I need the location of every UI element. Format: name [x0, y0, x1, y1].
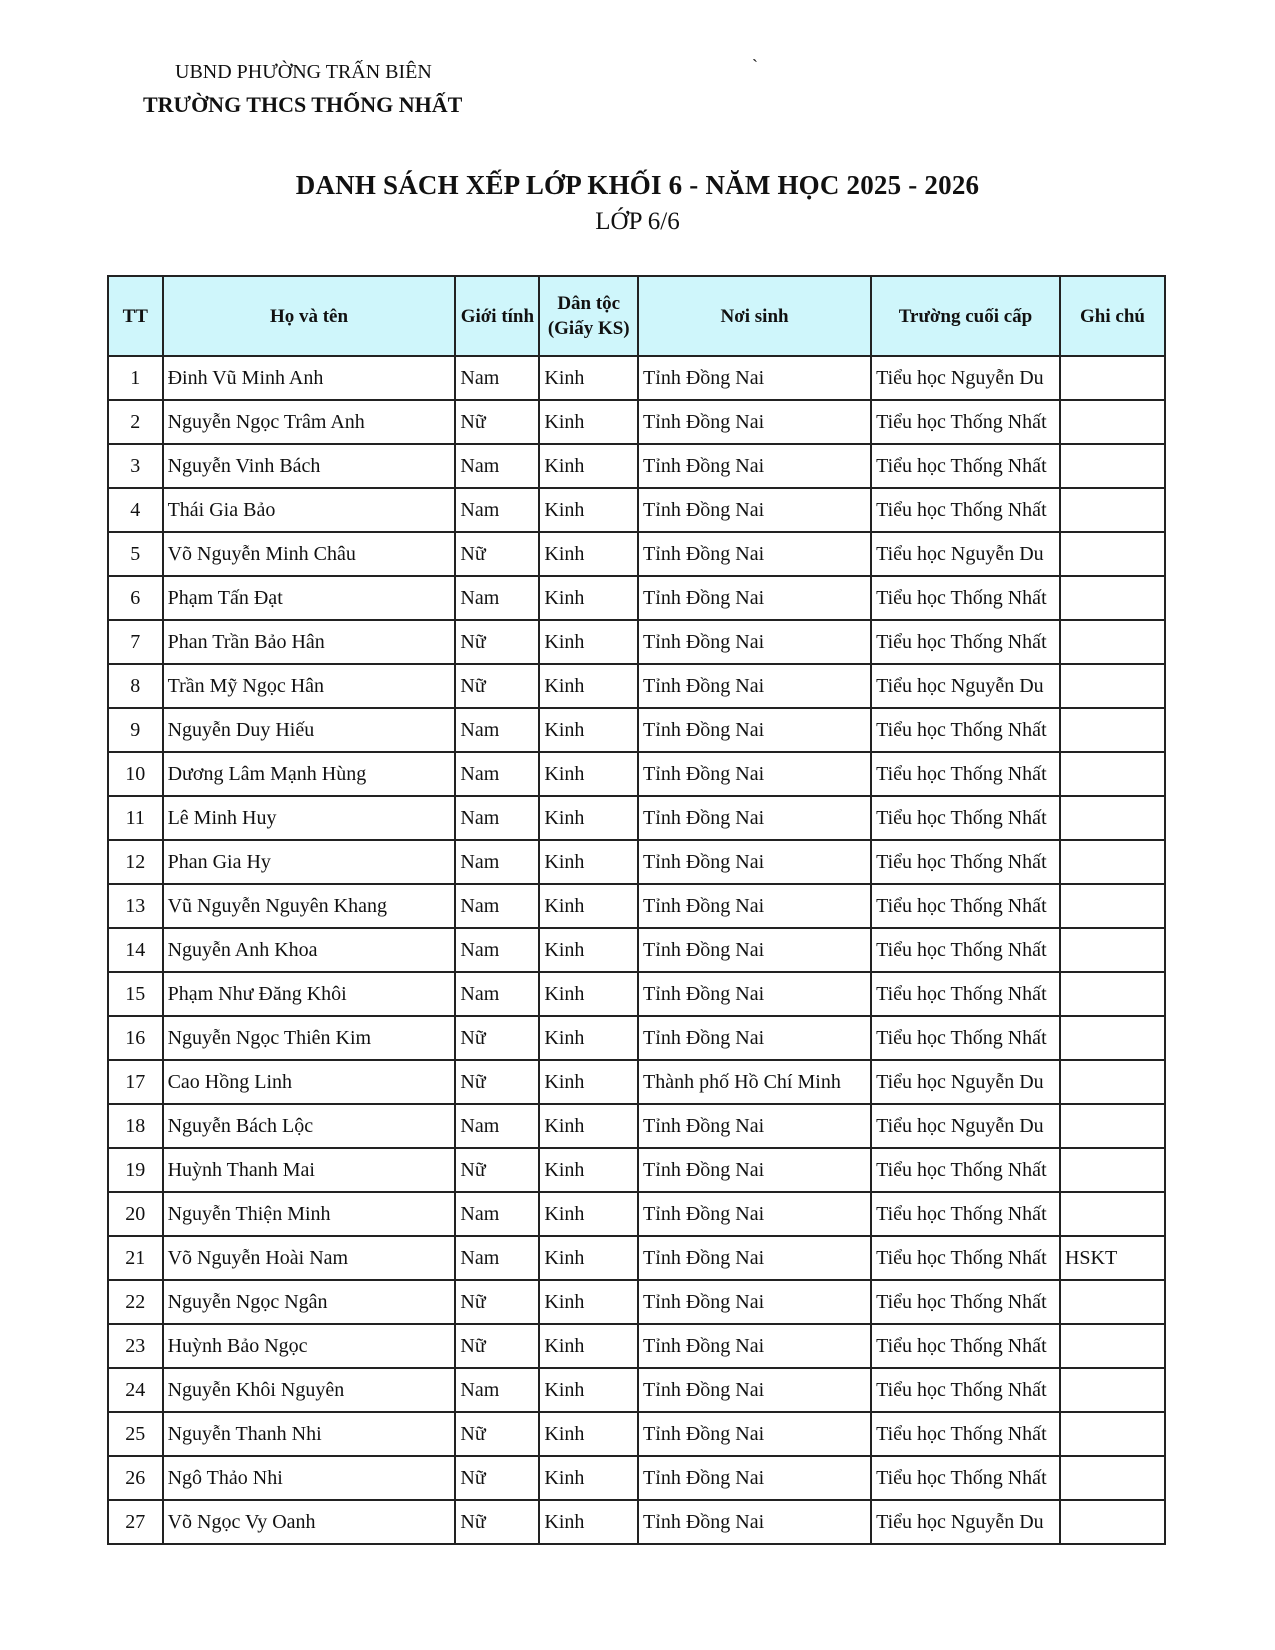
table-row [108, 664, 1165, 708]
table-row [108, 488, 1165, 532]
cell-gender: Nữ [455, 532, 539, 576]
cell-previous-school: Tiểu học Thống Nhất [871, 400, 1060, 444]
cell-birthplace: Tỉnh Đồng Nai [638, 444, 871, 488]
cell-gender: Nam [455, 576, 539, 620]
cell-tt: 26 [108, 1456, 163, 1500]
cell-birthplace: Tỉnh Đồng Nai [638, 928, 871, 972]
cell-gender: Nam [455, 444, 539, 488]
cell-birthplace: Tỉnh Đồng Nai [638, 1368, 871, 1412]
cell-previous-school: Tiểu học Thống Nhất [871, 1456, 1060, 1500]
class-roster-table [107, 275, 1166, 1545]
cell-tt: 15 [108, 972, 163, 1016]
cell-note [1060, 1192, 1165, 1236]
cell-birthplace: Tỉnh Đồng Nai [638, 620, 871, 664]
cell-tt: 7 [108, 620, 163, 664]
cell-note: HSKT [1060, 1236, 1165, 1280]
cell-name: Võ Ngọc Vy Oanh [163, 1500, 456, 1544]
cell-name: Nguyễn Anh Khoa [163, 928, 456, 972]
cell-note [1060, 840, 1165, 884]
cell-name: Nguyễn Khôi Nguyên [163, 1368, 456, 1412]
table-row [108, 1104, 1165, 1148]
cell-ethnicity: Kinh [539, 664, 638, 708]
cell-ethnicity: Kinh [539, 1368, 638, 1412]
cell-name: Dương Lâm Mạnh Hùng [163, 752, 456, 796]
cell-note [1060, 664, 1165, 708]
cell-birthplace: Tỉnh Đồng Nai [638, 1412, 871, 1456]
cell-name: Phạm Tấn Đạt [163, 576, 456, 620]
table-row [108, 1236, 1165, 1280]
cell-note [1060, 488, 1165, 532]
col-header-birthplace: Nơi sinh [638, 276, 871, 356]
cell-ethnicity: Kinh [539, 884, 638, 928]
table-row [108, 576, 1165, 620]
cell-gender: Nữ [455, 1060, 539, 1104]
cell-birthplace: Tỉnh Đồng Nai [638, 1192, 871, 1236]
cell-note [1060, 356, 1165, 400]
cell-ethnicity: Kinh [539, 620, 638, 664]
cell-gender: Nam [455, 1368, 539, 1412]
cell-name: Nguyễn Vinh Bách [163, 444, 456, 488]
cell-ethnicity: Kinh [539, 1148, 638, 1192]
cell-tt: 16 [108, 1016, 163, 1060]
cell-previous-school: Tiểu học Nguyễn Du [871, 664, 1060, 708]
cell-previous-school: Tiểu học Thống Nhất [871, 1280, 1060, 1324]
cell-birthplace: Tỉnh Đồng Nai [638, 1104, 871, 1148]
cell-previous-school: Tiểu học Thống Nhất [871, 620, 1060, 664]
cell-ethnicity: Kinh [539, 444, 638, 488]
cell-ethnicity: Kinh [539, 708, 638, 752]
cell-gender: Nữ [455, 1324, 539, 1368]
cell-note [1060, 928, 1165, 972]
cell-tt: 1 [108, 356, 163, 400]
cell-name: Nguyễn Bách Lộc [163, 1104, 456, 1148]
cell-gender: Nữ [455, 620, 539, 664]
cell-birthplace: Tỉnh Đồng Nai [638, 1148, 871, 1192]
table-row [108, 1280, 1165, 1324]
cell-previous-school: Tiểu học Thống Nhất [871, 1412, 1060, 1456]
cell-tt: 19 [108, 1148, 163, 1192]
cell-tt: 13 [108, 884, 163, 928]
table-row [108, 884, 1165, 928]
cell-tt: 8 [108, 664, 163, 708]
cell-name: Nguyễn Ngọc Thiên Kim [163, 1016, 456, 1060]
table-header-row [108, 276, 1165, 356]
cell-birthplace: Tỉnh Đồng Nai [638, 1280, 871, 1324]
cell-tt: 10 [108, 752, 163, 796]
cell-birthplace: Tỉnh Đồng Nai [638, 708, 871, 752]
cell-ethnicity: Kinh [539, 1456, 638, 1500]
cell-note [1060, 1412, 1165, 1456]
cell-gender: Nữ [455, 1412, 539, 1456]
cell-name: Nguyễn Duy Hiếu [163, 708, 456, 752]
cell-birthplace: Tỉnh Đồng Nai [638, 1500, 871, 1544]
school-name: TRƯỜNG THCS THỐNG NHẤT [143, 92, 463, 117]
cell-name: Nguyễn Thanh Nhi [163, 1412, 456, 1456]
table-row [108, 1500, 1165, 1544]
cell-tt: 21 [108, 1236, 163, 1280]
cell-note [1060, 796, 1165, 840]
cell-ethnicity: Kinh [539, 576, 638, 620]
cell-name: Cao Hồng Linh [163, 1060, 456, 1104]
cell-note [1060, 1060, 1165, 1104]
cell-birthplace: Tỉnh Đồng Nai [638, 1456, 871, 1500]
table-row [108, 708, 1165, 752]
cell-note [1060, 1148, 1165, 1192]
cell-tt: 4 [108, 488, 163, 532]
cell-gender: Nam [455, 972, 539, 1016]
cell-previous-school: Tiểu học Nguyễn Du [871, 356, 1060, 400]
cell-birthplace: Tỉnh Đồng Nai [638, 400, 871, 444]
cell-gender: Nam [455, 1104, 539, 1148]
cell-tt: 24 [108, 1368, 163, 1412]
cell-previous-school: Tiểu học Nguyễn Du [871, 532, 1060, 576]
cell-ethnicity: Kinh [539, 1060, 638, 1104]
cell-gender: Nữ [455, 1148, 539, 1192]
cell-previous-school: Tiểu học Nguyễn Du [871, 1060, 1060, 1104]
cell-birthplace: Tỉnh Đồng Nai [638, 752, 871, 796]
cell-gender: Nữ [455, 1016, 539, 1060]
cell-ethnicity: Kinh [539, 532, 638, 576]
cell-name: Võ Nguyễn Hoài Nam [163, 1236, 456, 1280]
cell-name: Phan Gia Hy [163, 840, 456, 884]
cell-note [1060, 444, 1165, 488]
cell-name: Ngô Thảo Nhi [163, 1456, 456, 1500]
cell-name: Nguyễn Thiện Minh [163, 1192, 456, 1236]
col-header-previous-school: Trường cuối cấp [871, 276, 1060, 356]
cell-note [1060, 1104, 1165, 1148]
table-row [108, 1412, 1165, 1456]
cell-birthplace: Tỉnh Đồng Nai [638, 884, 871, 928]
col-header-gender: Giới tính [455, 276, 539, 356]
cell-name: Huỳnh Thanh Mai [163, 1148, 456, 1192]
cell-birthplace: Tỉnh Đồng Nai [638, 576, 871, 620]
cell-ethnicity: Kinh [539, 796, 638, 840]
cell-birthplace: Tỉnh Đồng Nai [638, 972, 871, 1016]
cell-ethnicity: Kinh [539, 928, 638, 972]
cell-ethnicity: Kinh [539, 400, 638, 444]
cell-ethnicity: Kinh [539, 1324, 638, 1368]
cell-note [1060, 708, 1165, 752]
table-row [108, 1324, 1165, 1368]
cell-previous-school: Tiểu học Thống Nhất [871, 796, 1060, 840]
cell-note [1060, 1324, 1165, 1368]
cell-gender: Nữ [455, 1456, 539, 1500]
table-row [108, 532, 1165, 576]
cell-name: Phan Trần Bảo Hân [163, 620, 456, 664]
cell-previous-school: Tiểu học Thống Nhất [871, 1192, 1060, 1236]
cell-tt: 18 [108, 1104, 163, 1148]
cell-gender: Nam [455, 708, 539, 752]
cell-name: Nguyễn Ngọc Trâm Anh [163, 400, 456, 444]
cell-note [1060, 752, 1165, 796]
cell-name: Huỳnh Bảo Ngọc [163, 1324, 456, 1368]
cell-ethnicity: Kinh [539, 972, 638, 1016]
cell-birthplace: Tỉnh Đồng Nai [638, 1236, 871, 1280]
col-header-name: Họ và tên [163, 276, 456, 356]
table-row [108, 796, 1165, 840]
cell-name: Trần Mỹ Ngọc Hân [163, 664, 456, 708]
cell-gender: Nữ [455, 664, 539, 708]
cell-previous-school: Tiểu học Nguyễn Du [871, 1500, 1060, 1544]
org-name: UBND PHƯỜNG TRẤN BIÊN [175, 61, 432, 83]
cell-birthplace: Tỉnh Đồng Nai [638, 1324, 871, 1368]
cell-gender: Nam [455, 928, 539, 972]
cell-previous-school: Tiểu học Thống Nhất [871, 1368, 1060, 1412]
cell-note [1060, 1368, 1165, 1412]
cell-tt: 25 [108, 1412, 163, 1456]
cell-gender: Nam [455, 840, 539, 884]
cell-note [1060, 620, 1165, 664]
cell-tt: 11 [108, 796, 163, 840]
table-row [108, 1368, 1165, 1412]
cell-note [1060, 1016, 1165, 1060]
cell-name: Vũ Nguyễn Nguyên Khang [163, 884, 456, 928]
cell-previous-school: Tiểu học Thống Nhất [871, 1324, 1060, 1368]
cell-ethnicity: Kinh [539, 1192, 638, 1236]
table-row [108, 928, 1165, 972]
cell-name: Phạm Như Đăng Khôi [163, 972, 456, 1016]
cell-tt: 2 [108, 400, 163, 444]
document-title: DANH SÁCH XẾP LỚP KHỐI 6 - NĂM HỌC 2025 - 2026 [295, 170, 980, 200]
cell-gender: Nam [455, 356, 539, 400]
cell-name: Lê Minh Huy [163, 796, 456, 840]
col-header-note: Ghi chú [1060, 276, 1165, 356]
cell-previous-school: Tiểu học Thống Nhất [871, 488, 1060, 532]
table-row [108, 356, 1165, 400]
class-subtitle: LỚP 6/6 [595, 208, 680, 235]
cell-birthplace: Thành phố Hồ Chí Minh [638, 1060, 871, 1104]
cell-ethnicity: Kinh [539, 1016, 638, 1060]
cell-previous-school: Tiểu học Nguyễn Du [871, 1104, 1060, 1148]
cell-gender: Nam [455, 796, 539, 840]
table-row [108, 752, 1165, 796]
cell-previous-school: Tiểu học Thống Nhất [871, 972, 1060, 1016]
cell-note [1060, 972, 1165, 1016]
cell-gender: Nữ [455, 1500, 539, 1544]
cell-gender: Nam [455, 1192, 539, 1236]
table-row [108, 840, 1165, 884]
cell-previous-school: Tiểu học Thống Nhất [871, 884, 1060, 928]
cell-name: Đinh Vũ Minh Anh [163, 356, 456, 400]
cell-name: Nguyễn Ngọc Ngân [163, 1280, 456, 1324]
cell-birthplace: Tỉnh Đồng Nai [638, 840, 871, 884]
stray-mark: ` [752, 56, 758, 76]
cell-ethnicity: Kinh [539, 1412, 638, 1456]
cell-tt: 9 [108, 708, 163, 752]
cell-tt: 5 [108, 532, 163, 576]
cell-gender: Nam [455, 488, 539, 532]
table-row [108, 400, 1165, 444]
table-row [108, 1192, 1165, 1236]
cell-gender: Nam [455, 752, 539, 796]
cell-birthplace: Tỉnh Đồng Nai [638, 488, 871, 532]
cell-birthplace: Tỉnh Đồng Nai [638, 532, 871, 576]
cell-note [1060, 400, 1165, 444]
cell-tt: 6 [108, 576, 163, 620]
cell-tt: 20 [108, 1192, 163, 1236]
cell-birthplace: Tỉnh Đồng Nai [638, 796, 871, 840]
cell-previous-school: Tiểu học Thống Nhất [871, 752, 1060, 796]
cell-tt: 17 [108, 1060, 163, 1104]
cell-previous-school: Tiểu học Thống Nhất [871, 840, 1060, 884]
cell-birthplace: Tỉnh Đồng Nai [638, 1016, 871, 1060]
cell-note [1060, 532, 1165, 576]
table-body [108, 356, 1165, 1544]
table-row [108, 444, 1165, 488]
cell-birthplace: Tỉnh Đồng Nai [638, 356, 871, 400]
cell-ethnicity: Kinh [539, 1500, 638, 1544]
cell-gender: Nữ [455, 400, 539, 444]
cell-tt: 12 [108, 840, 163, 884]
table-row [108, 620, 1165, 664]
cell-tt: 22 [108, 1280, 163, 1324]
cell-name: Thái Gia Bảo [163, 488, 456, 532]
cell-ethnicity: Kinh [539, 840, 638, 884]
table-row [108, 1148, 1165, 1192]
cell-note [1060, 1456, 1165, 1500]
cell-previous-school: Tiểu học Thống Nhất [871, 1016, 1060, 1060]
cell-ethnicity: Kinh [539, 488, 638, 532]
cell-previous-school: Tiểu học Thống Nhất [871, 576, 1060, 620]
cell-tt: 3 [108, 444, 163, 488]
col-header-tt: TT [108, 276, 163, 356]
cell-ethnicity: Kinh [539, 1236, 638, 1280]
cell-gender: Nữ [455, 1280, 539, 1324]
cell-birthplace: Tỉnh Đồng Nai [638, 664, 871, 708]
cell-previous-school: Tiểu học Thống Nhất [871, 444, 1060, 488]
cell-note [1060, 576, 1165, 620]
cell-gender: Nam [455, 1236, 539, 1280]
cell-previous-school: Tiểu học Thống Nhất [871, 708, 1060, 752]
cell-ethnicity: Kinh [539, 1280, 638, 1324]
table-row [108, 1016, 1165, 1060]
cell-ethnicity: Kinh [539, 1104, 638, 1148]
cell-previous-school: Tiểu học Thống Nhất [871, 928, 1060, 972]
cell-tt: 27 [108, 1500, 163, 1544]
col-header-ethnicity: Dân tộc (Giấy KS) [539, 276, 638, 356]
cell-note [1060, 884, 1165, 928]
table-row [108, 1456, 1165, 1500]
cell-ethnicity: Kinh [539, 752, 638, 796]
table-row [108, 1060, 1165, 1104]
table-row [108, 972, 1165, 1016]
cell-ethnicity: Kinh [539, 356, 638, 400]
cell-name: Võ Nguyễn Minh Châu [163, 532, 456, 576]
cell-previous-school: Tiểu học Thống Nhất [871, 1236, 1060, 1280]
cell-tt: 14 [108, 928, 163, 972]
cell-previous-school: Tiểu học Thống Nhất [871, 1148, 1060, 1192]
cell-note [1060, 1280, 1165, 1324]
cell-tt: 23 [108, 1324, 163, 1368]
cell-note [1060, 1500, 1165, 1544]
cell-gender: Nam [455, 884, 539, 928]
